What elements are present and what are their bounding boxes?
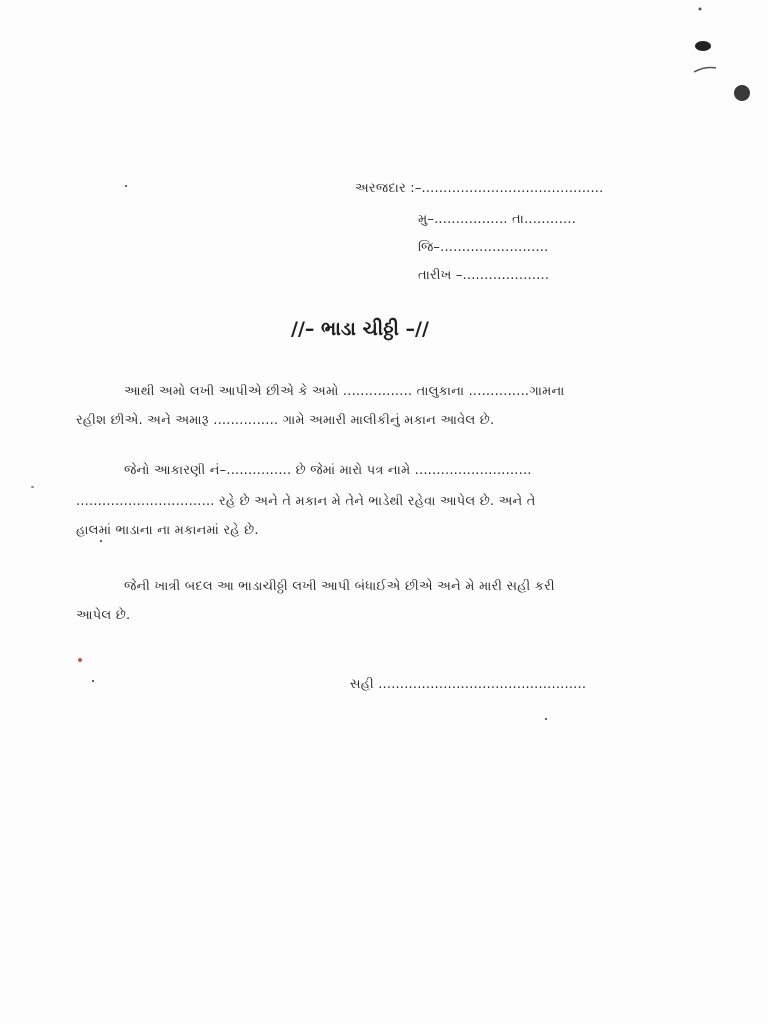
- paragraph1-line1: આથી અમો લખી આપીએ છીએ કે અમો ................ તાલુકાના ..............ગામના: [124, 384, 565, 399]
- scan-speck: [125, 185, 127, 187]
- paragraph2-line3: હાલમાં ભાડાના ના મકાનમાં રહે છે.: [76, 523, 259, 538]
- scan-speck: [545, 718, 547, 720]
- paragraph2-line1: જેનો આકારણી નં–............... છે જેમાં મારો પત્ર નામે ...........................: [124, 463, 532, 478]
- paragraph3-line2: આપેલ છે.: [76, 608, 131, 623]
- ji-field: જિ–.........................: [418, 240, 549, 255]
- scan-blot-top-right: [0, 0, 768, 120]
- scan-speck: [100, 540, 102, 542]
- mu-ta-field: મુ–................. તા............: [418, 212, 577, 227]
- scan-speck: [31, 486, 34, 488]
- paragraph1-line2: રહીશ છીએ. અને અમારૂ ............... ગામે અમારી માલીકીનું મકાન આવેલ છે.: [76, 413, 495, 428]
- scan-speck: [92, 680, 94, 682]
- scan-speck: [78, 658, 82, 662]
- page-title: //– ભાડા ચીઠ્ઠી –//: [291, 318, 429, 340]
- date-field: તારીખ –....................: [418, 268, 550, 283]
- paragraph3-line1: જેની ખાત્રી બદલ આ ભાડાચીઠ્ઠી લખી આપી બંધાઈએ છીએ અને મે મારી સહી કરી: [124, 579, 555, 594]
- paragraph2-line2: ................................ રહે છે અને તે મકાન મે તેને ભાડેથી રહેવા આપેલ છે. અને તે: [76, 494, 536, 509]
- signature-field: સહી ................................................: [350, 677, 587, 692]
- applicant-field: અરજદાર :–..........................................: [355, 181, 604, 196]
